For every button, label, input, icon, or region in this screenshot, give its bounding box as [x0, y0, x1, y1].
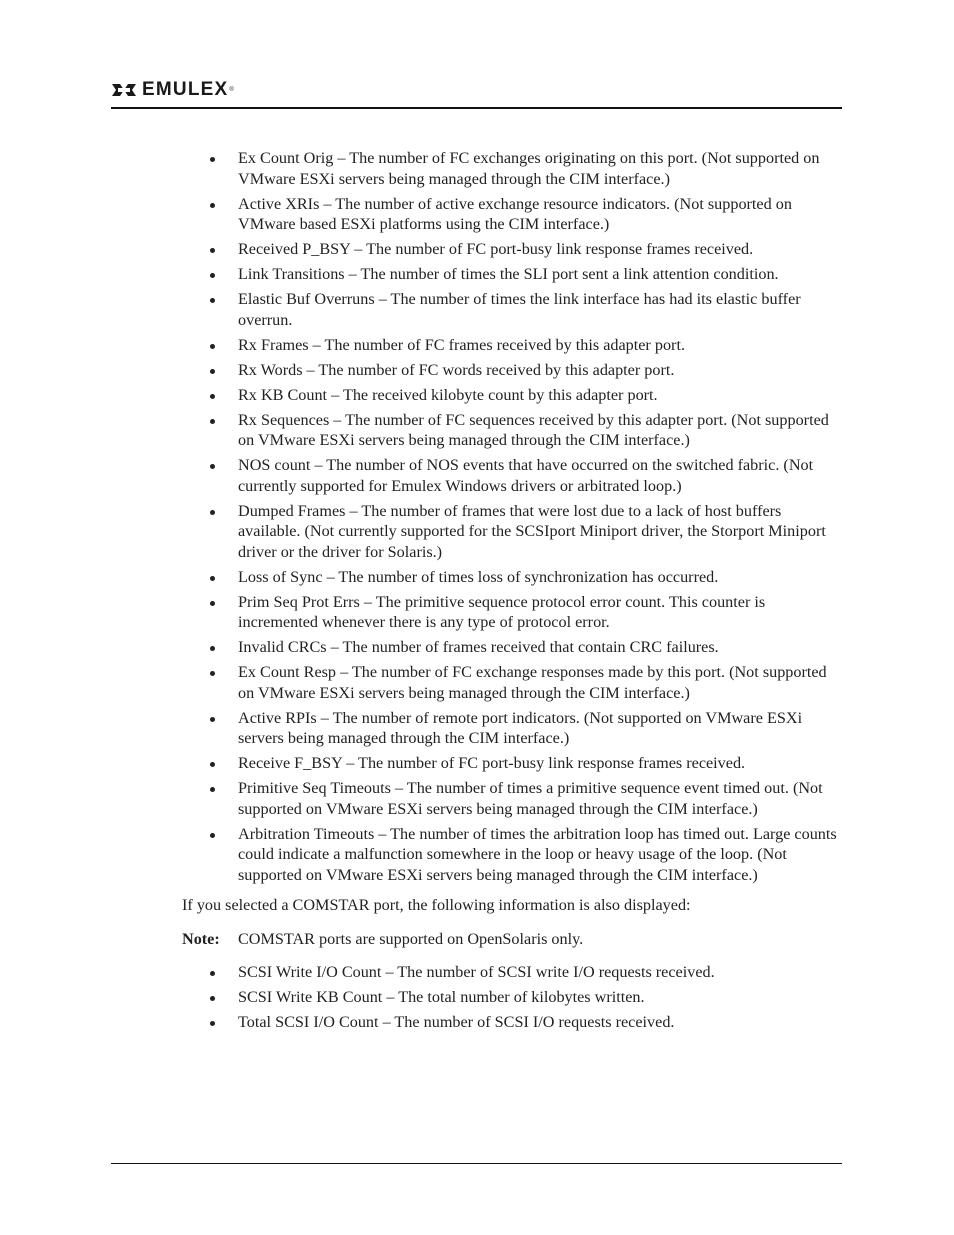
header-rule	[111, 107, 842, 109]
list-item	[111, 753, 846, 774]
list-item-text: Active RPIs – The number of remote port indicators. (Not supported on VMware ESXi servers being managed through the CIM interface.)	[238, 708, 803, 747]
list-item-text: Active XRIs – The number of active exchange resource indicators. (Not supported on VMware based ESXi platforms using the CIM interface.)	[238, 194, 792, 233]
list-item-text: Link Transitions – The number of times the SLI port sent a link attention condition.	[238, 265, 779, 283]
list-item-text: Rx KB Count – The received kilobyte count by this adapter port.	[238, 385, 658, 404]
list-item-text: Elastic Buf Overruns – The number of times the link interface has had its elastic buffer overrun.	[238, 290, 801, 329]
list-item-text: Prim Seq Prot Errs – The primitive sequence protocol error count. This counter is incremented whenever there is any type of protocol error.	[238, 592, 766, 631]
bullet-icon	[210, 464, 215, 469]
list-item	[111, 592, 846, 633]
list-item-text: SCSI Write I/O Count – The number of SCSI write I/O requests received.	[238, 963, 715, 981]
bullet-icon	[210, 273, 215, 278]
bullet-icon	[210, 510, 215, 515]
list-item	[111, 148, 846, 189]
bullet-icon	[210, 646, 215, 651]
list-item	[111, 637, 846, 658]
list-item	[111, 335, 846, 356]
bullet-icon	[210, 762, 215, 767]
list-item-text: Received P_BSY – The number of FC port-busy link response frames received.	[238, 240, 754, 258]
list-item	[111, 1012, 846, 1033]
bullet-icon	[210, 787, 215, 792]
list-item	[111, 501, 846, 563]
note-text: COMSTAR ports are supported on OpenSolaris only.	[238, 929, 584, 948]
list-item	[111, 662, 846, 703]
list-item	[111, 239, 846, 260]
bullet-icon	[210, 248, 215, 253]
list-item	[111, 410, 846, 451]
list-item	[111, 194, 846, 235]
list-item-text: SCSI Write KB Count – The total number of kilobytes written.	[238, 988, 645, 1006]
list-item	[111, 962, 846, 983]
page-header	[111, 78, 842, 102]
bullet-icon	[210, 996, 215, 1001]
list-item-text: Loss of Sync – The number of times loss of synchronization has occurred.	[238, 567, 719, 586]
page-body	[111, 148, 846, 1037]
list-item-text: Primitive Seq Timeouts – The number of times a primitive sequence event timed out. (Not supported on VMware ESXi servers being managed through the CIM interface.)	[238, 779, 823, 818]
list-item	[111, 708, 846, 749]
list-item	[111, 987, 846, 1008]
bullet-icon	[210, 601, 215, 606]
bullet-icon	[210, 1021, 215, 1026]
list-item	[111, 289, 846, 330]
list-item	[111, 360, 846, 381]
emulex-logo	[111, 80, 234, 100]
bullet-icon	[210, 394, 215, 399]
statistics-list	[111, 148, 846, 885]
list-item-text: Total SCSI I/O Count – The number of SCSI I/O requests received.	[238, 1013, 675, 1031]
list-item	[111, 567, 846, 588]
brand-name: EMULEX	[142, 79, 229, 100]
bullet-icon	[210, 717, 215, 722]
list-item	[111, 385, 846, 406]
list-item	[111, 778, 846, 819]
list-item-text: Dumped Frames – The number of frames that were lost due to a lack of host buffers available. (Not currently supported for the SCSIport Miniport driver, the Storport Miniport driver or the driver for Solaris.)	[238, 501, 826, 561]
note-block	[111, 929, 846, 950]
bullet-icon	[210, 833, 215, 838]
trademark-symbol: ®	[229, 87, 234, 93]
list-item-text: Rx Words – The number of FC words received by this adapter port.	[238, 360, 675, 379]
bullet-icon	[210, 671, 215, 676]
list-item	[111, 264, 846, 285]
list-item-text: Invalid CRCs – The number of frames received that contain CRC failures.	[238, 638, 719, 656]
list-item-text: Ex Count Orig – The number of FC exchanges originating on this port. (Not supported on VMware ESXi servers being managed through the CIM interface.)	[238, 149, 820, 188]
list-item	[111, 824, 846, 886]
comstar-intro-paragraph: If you selected a COMSTAR port, the following information is also displayed:	[182, 896, 691, 914]
bullet-icon	[210, 419, 215, 424]
list-item	[111, 455, 846, 496]
list-item-text: Ex Count Resp – The number of FC exchange responses made by this port. (Not supported on VMware ESXi servers being managed through the CIM interface.)	[238, 663, 827, 702]
emulex-logo-icon	[111, 82, 137, 98]
comstar-statistics-list	[111, 962, 846, 1033]
note-label: Note:	[182, 929, 220, 948]
bullet-icon	[210, 203, 215, 208]
list-item-text: Rx Sequences – The number of FC sequences received by this adapter port. (Not supported on VMware ESXi servers being managed through the CIM interface.)	[238, 410, 829, 449]
bullet-icon	[210, 971, 215, 976]
footer-rule	[111, 1163, 842, 1164]
bullet-icon	[210, 298, 215, 303]
list-item-text: Arbitration Timeouts – The number of times the arbitration loop has timed out. Large counts could indicate a malfunction somewhere in the loop or heavy usage of the loop. (Not supported on VMware ESXi servers being managed through the CIM interface.)	[238, 824, 837, 884]
list-item-text: Receive F_BSY – The number of FC port-busy link response frames received.	[238, 754, 746, 772]
bullet-icon	[210, 576, 215, 581]
bullet-icon	[210, 369, 215, 374]
bullet-icon	[210, 157, 215, 162]
bullet-icon	[210, 344, 215, 349]
list-item-text: Rx Frames – The number of FC frames received by this adapter port.	[238, 335, 685, 354]
list-item-text: NOS count – The number of NOS events that have occurred on the switched fabric. (Not currently supported for Emulex Windows drivers or arbitrated loop.)	[238, 456, 814, 495]
